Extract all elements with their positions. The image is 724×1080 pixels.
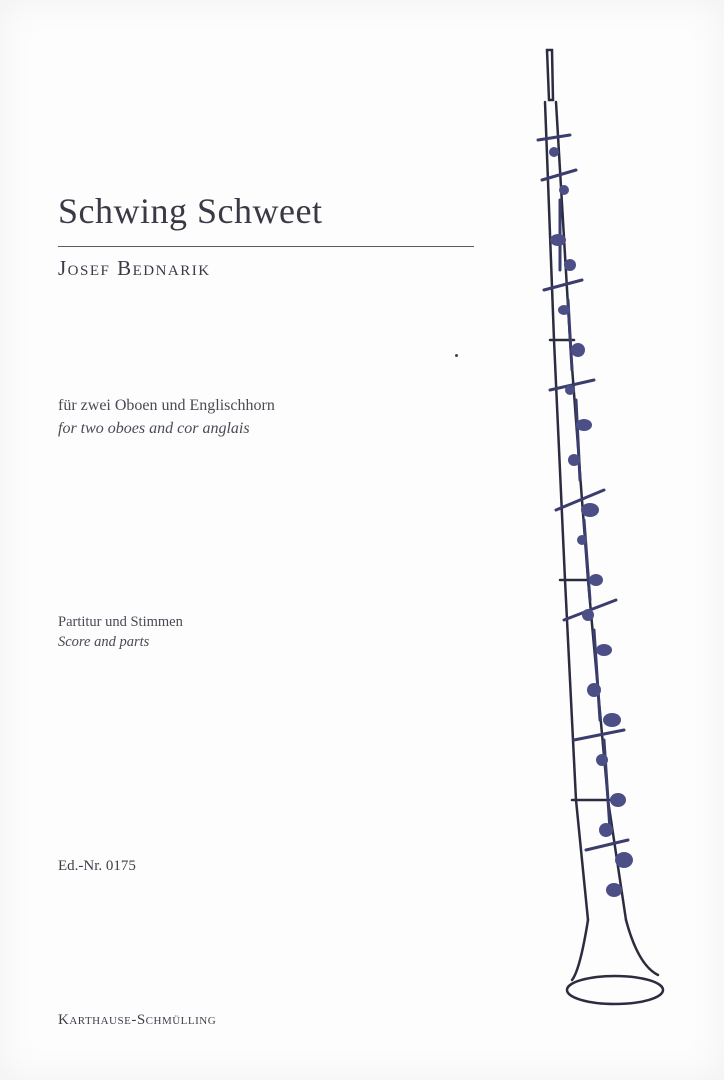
score-parts-english: Score and parts — [58, 634, 150, 650]
instrumentation-german: für zwei Oboen und Englischhorn — [58, 397, 275, 414]
decorative-dot — [455, 354, 458, 357]
edition-number: Ed.-Nr. 0175 — [58, 858, 136, 874]
publisher-name: Karthause-Schmülling — [58, 1012, 217, 1028]
oboe-illustration-icon — [520, 40, 700, 1030]
cover-title: Schwing Schweet — [58, 191, 323, 231]
composer-name: Josef Bednarik — [58, 256, 211, 280]
title-rule — [58, 246, 474, 247]
instrumentation-english: for two oboes and cor anglais — [58, 420, 250, 437]
score-parts-german: Partitur und Stimmen — [58, 614, 183, 630]
